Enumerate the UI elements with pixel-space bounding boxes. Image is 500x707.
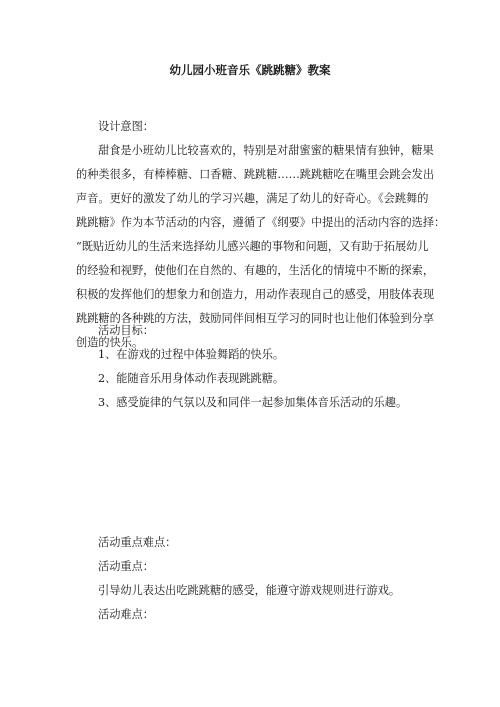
paragraph-line: 跳跳糖》作为本节活动的内容，遵循了《纲要》中提出的活动内容的选择： — [76, 216, 446, 229]
objectives-heading: 活动目标： — [98, 324, 154, 337]
paragraph-line: 甜食是小班幼儿比较喜欢的，特别是对甜蜜蜜的糖果情有独钟，糖果 — [98, 144, 434, 157]
document-title: 幼儿园小班音乐《跳跳糖》教案 — [169, 63, 331, 77]
focus-text: 引导幼儿表达出吃跳跳糖的感受，能遵守游戏规则进行游戏。 — [98, 584, 401, 597]
paragraph-line: 创造的快乐。 — [76, 336, 144, 349]
objective-item: 2、能随音乐用身体动作表现跳跳糖。 — [98, 372, 285, 385]
paragraph-line: “既贴近幼儿的生活来选择幼儿感兴趣的事物和问题，又有助于拓展幼儿 — [76, 240, 429, 253]
difficulty-heading: 活动难点： — [98, 608, 154, 621]
key-points-section — [76, 531, 424, 627]
paragraph-line: 积极的发挥他们的想象力和创造力，用动作表现自己的感受，用肢体表现 — [76, 288, 435, 301]
objectives-section — [76, 319, 424, 415]
design-intent-heading: 设计意图： — [98, 120, 154, 133]
paragraph-line: 的经验和视野，使他们在自然的、有趣的，生活化的情境中不断的探索， — [76, 264, 435, 277]
focus-heading: 活动重点： — [98, 560, 154, 573]
objective-item: 3、感受旋律的气氛以及和同伴一起参加集体音乐活动的乐趣。 — [98, 396, 408, 409]
paragraph-line: 的种类很多，有棒棒糖、口香糖、跳跳糖……跳跳糖吃在嘴里会跳会发出 — [76, 168, 435, 181]
paragraph-line: 声音。更好的激发了幼儿的学习兴趣，满足了幼儿的好奇心。《会跳舞的 — [76, 192, 429, 205]
paragraph-line: 跳跳糖的各种跳的方法，鼓励同伴间相互学习的同时也让他们体验到分享 — [76, 312, 435, 325]
objective-item: 1、在游戏的过程中体验舞蹈的快乐。 — [98, 348, 285, 361]
key-points-heading: 活动重点难点： — [98, 536, 177, 549]
